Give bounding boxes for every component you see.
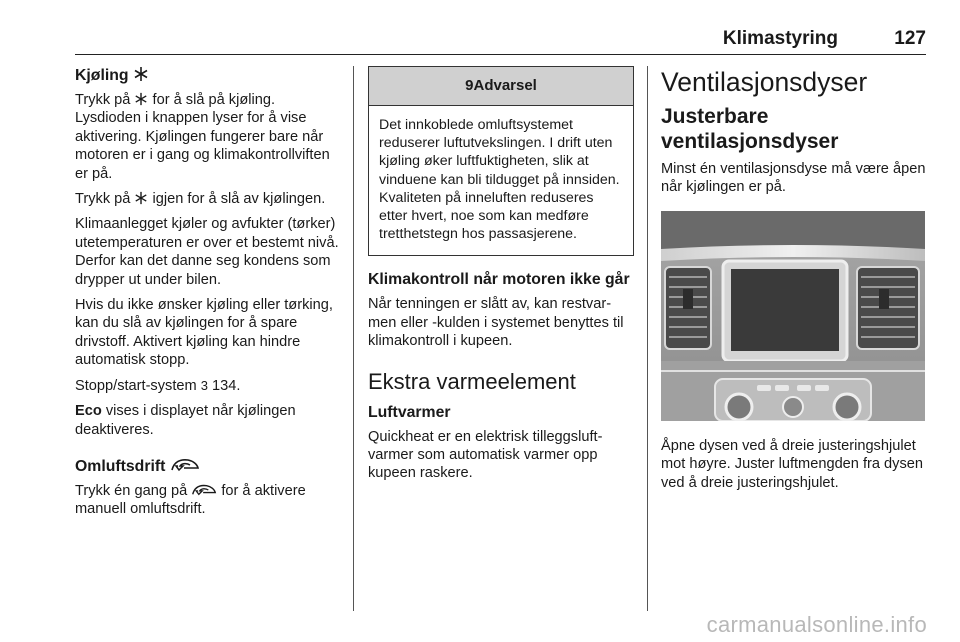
snowflake-icon: [134, 191, 148, 205]
dashboard-vents-photo: [661, 211, 925, 421]
right-vent: [857, 267, 919, 349]
adjustable-vents-heading: Justerbare ventilasjonsdyser: [661, 105, 839, 153]
paragraph: Quickheat er en elektrisk tilleggsluftvarmer som automatisk varmer opp kupeen raskere.: [368, 428, 603, 482]
extra-heater-heading: Ekstra varmeelement: [368, 368, 576, 394]
warning-triangle-icon: 9: [465, 77, 474, 94]
paragraph: Eco vises i displayet når kjølingen deaktiveres.: [75, 403, 296, 438]
snowflake-icon: [134, 92, 148, 106]
warning-text: Det innkoblede omluftsystemet reduserer luftutvekslingen. I drift uten kjøling øker luftfuktigheten, slik at vinduene kan bli tildugget på innsiden. Kvaliteten på inneluften reduseres etter hvert, noe som kan medføre tretthetstegn hos passasjerene.: [379, 117, 620, 243]
paragraph: Hvis du ikke ønsker kjøling eller tørking, kan du slå av kjølingen for å spare drivstoff. Aktivert kjøling kan hindre automatisk stopp.: [75, 297, 333, 369]
photo-caption: Åpne dysen ved å dreie justeringshjulet mot høyre. Juster luftmengden fra dysen ved å dreie justeringshjulet.: [661, 437, 923, 491]
chapter-title: Klimastyring: [722, 28, 838, 49]
page-ref-arrow-icon: 3: [200, 377, 208, 393]
page-number: 127: [894, 28, 926, 49]
center-screen: [723, 261, 847, 361]
warning-box: [368, 66, 634, 256]
cooling-heading: Kjøling: [75, 66, 343, 85]
recirculation-icon: [191, 483, 217, 497]
recirculation-heading: Omluftsdrift: [75, 457, 343, 476]
paragraph: Klimaanlegget kjøler og avfukter (tørker) utetemperaturen er over et bestemt nivå. Derfor kan det danne seg kondens som drypper ut under bilen.: [75, 216, 339, 288]
air-heater-heading: Luftvarmer: [368, 403, 451, 421]
paragraph: Minst én ventilasjonsdyse må være åpen når kjølingen er på.: [661, 161, 926, 196]
paragraph: Trykk på igjen for å slå av kjølingen.: [75, 191, 326, 208]
column-right: [661, 66, 927, 499]
paragraph: Trykk på for å slå på kjøling. Lysdioden i knappen lyser for å vise aktivering. Kjølingen fungerer bare når motoren er i gang og klimakontrollviften er på.: [75, 92, 330, 182]
vents-heading: Ventilasjonsdyser: [661, 67, 868, 97]
column-divider: [647, 66, 648, 611]
left-vent: [665, 267, 711, 349]
cross-reference: Stopp/start-system 3 134.: [75, 377, 241, 394]
warning-title: Advarsel: [473, 77, 537, 94]
column-divider: [353, 66, 354, 611]
paragraph: Trykk én gang på for å aktivere manuell omluftsdrift.: [75, 482, 306, 518]
warning-header: [369, 67, 633, 106]
paragraph: Når tenningen er slått av, kan restvarmen eller -kulden i systemet benyttes til klimakontroll i kupeen.: [368, 296, 624, 350]
recirculation-icon: [170, 457, 200, 473]
column-middle: [368, 66, 634, 490]
snowflake-icon: [133, 66, 149, 82]
watermark: carmanualsonline.info: [706, 612, 927, 637]
page-header: [75, 24, 926, 55]
climate-control-panel: [715, 379, 871, 421]
climate-heading: Klimakontroll når motoren ikke går: [368, 271, 630, 289]
column-left: [75, 66, 343, 526]
